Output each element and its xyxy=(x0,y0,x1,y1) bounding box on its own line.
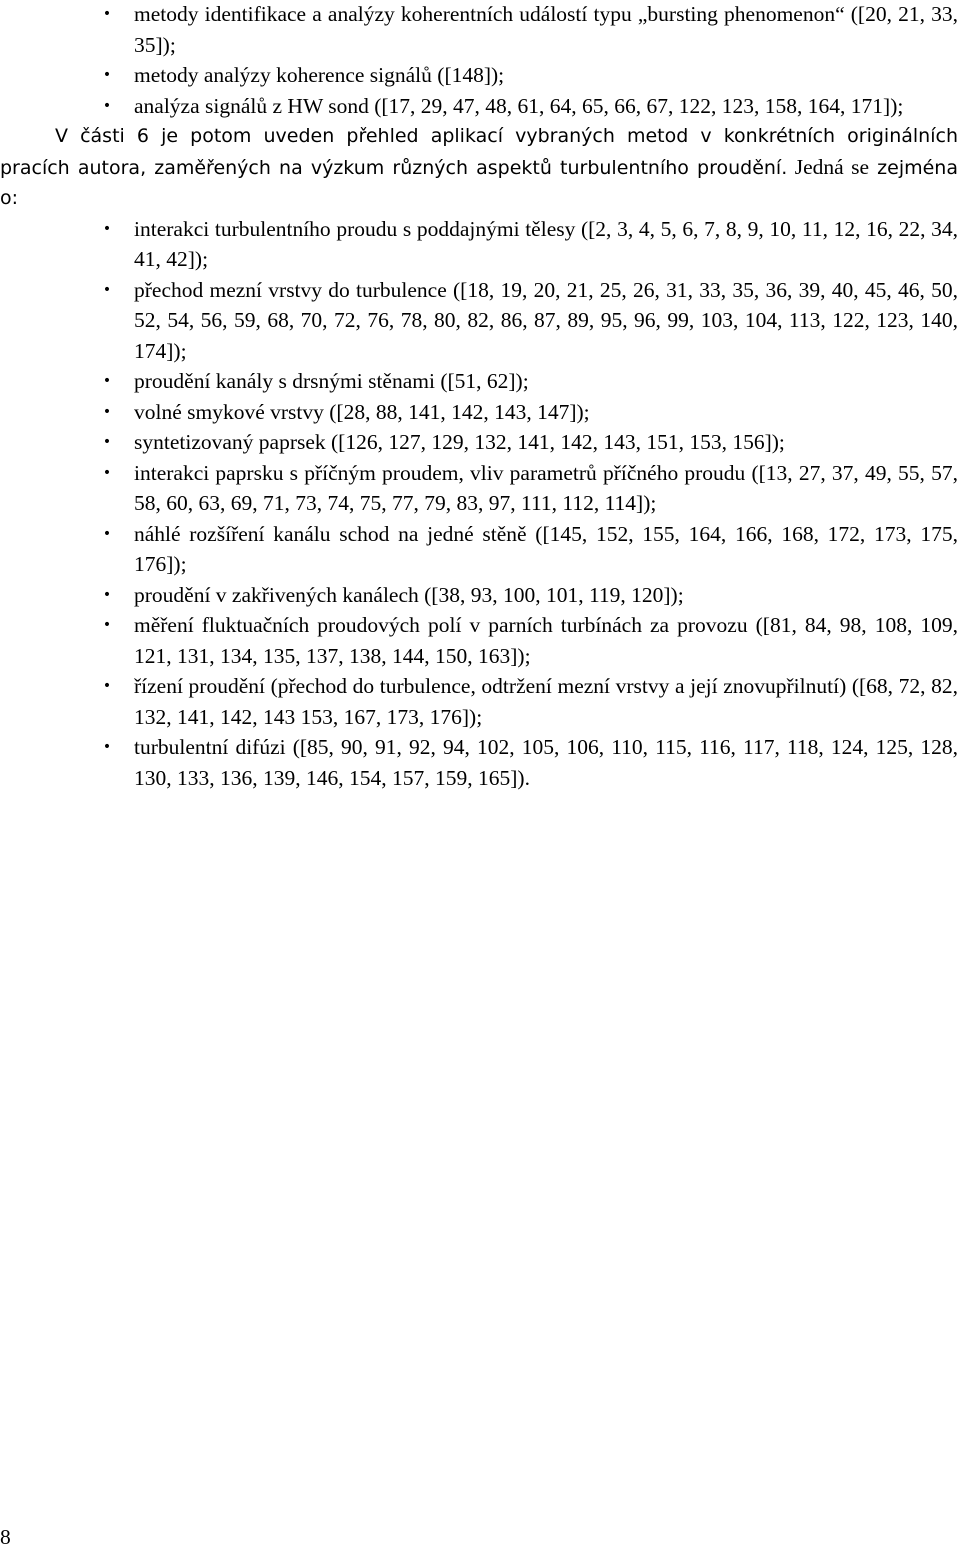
list-item xyxy=(0,610,960,671)
list-item-text: řízení proudění (přechod do turbulence, odtržení mezní vrstvy a její znovupřilnutí) ([68, 72, 82, 132, 141, 142, 143 153, 167, 173, 176]); xyxy=(134,674,958,729)
list-item xyxy=(0,0,960,60)
bullet-icon: • xyxy=(102,6,112,22)
bullet-icon: • xyxy=(102,525,112,542)
bullet-icon: • xyxy=(102,281,112,298)
paragraph-text-end: zejména o: xyxy=(0,156,958,209)
paragraph-text: V části 6 je potom uveden přehled aplikací vybraných metod v konkrétních originálních pracích autora, zaměřených na výzkum různých aspektů turbulentního proudění. xyxy=(0,125,958,179)
list-item-text: syntetizovaný paprsek ([126, 127, 129, 132, 141, 142, 143, 151, 153, 156]); xyxy=(134,430,785,454)
list-item xyxy=(0,458,960,519)
bullet-icon: • xyxy=(102,373,112,389)
overview-paragraph xyxy=(0,121,960,214)
bullet-icon: • xyxy=(102,97,112,114)
bullet-icon: • xyxy=(102,220,112,237)
list-item-text: proudění kanály s drsnými stěnami ([51, 62]); xyxy=(134,369,529,393)
list-item-text: proudění v zakřivených kanálech ([38, 93, 100, 101, 119, 120]); xyxy=(134,582,684,607)
list-item xyxy=(0,671,960,732)
bullet-icon: • xyxy=(102,678,112,694)
list-item xyxy=(0,366,960,397)
list-item xyxy=(0,275,960,367)
list-item-text: interakci paprsku s příčným proudem, vliv parametrů příčného proudu ([13, 27, 37, 49, 55, 57, 58, 60, 63, 69, 71, 73, 74, 75, 77, 79, 83, 97, 111, 112, 114]); xyxy=(134,460,958,515)
list-item-text: metody analýzy koherence signálů ([148]); xyxy=(134,63,505,87)
list-item-text: volné smykové vrstvy ([28, 88, 141, 142, 143, 147]); xyxy=(134,399,590,424)
list-item-text: náhlé rozšíření kanálu schod na jedné stěně ([145, 152, 155, 164, 166, 168, 172, 173, 175, 176]); xyxy=(134,521,958,576)
bullet-icon: • xyxy=(102,464,112,481)
list-item-text: metody identifikace a analýzy koherentních událostí typu „bursting phenomenon“ ([20, 21, 33, 35]); xyxy=(134,2,958,57)
list-item xyxy=(0,60,960,91)
list-item xyxy=(0,214,960,275)
list-item xyxy=(0,580,960,611)
bullet-icon: • xyxy=(102,67,112,83)
bullet-icon: • xyxy=(102,403,112,420)
list-item xyxy=(0,519,960,580)
method-list xyxy=(0,0,960,121)
bullet-icon: • xyxy=(102,617,112,633)
list-item xyxy=(0,732,960,793)
bullet-icon: • xyxy=(102,739,112,755)
list-item-text: interakci turbulentního proudu s poddajnými tělesy ([2, 3, 4, 5, 6, 7, 8, 9, 10, 11, 12, 16, 22, 34, 41, 42]); xyxy=(134,216,958,271)
list-item-text: přechod mezní vrstvy do turbulence ([18, 19, 20, 21, 25, 26, 31, 33, 35, 36, 39, 40, 45, 46, 50, 52, 54, 56, 59, 68, 70, 72, 76, 78, 80, 82, 86, 87, 89, 95, 96, 99, 103, 104, 113, 122, 123, 140, 174]); xyxy=(134,277,958,363)
list-item xyxy=(0,91,960,122)
topics-list xyxy=(0,214,960,794)
list-item-text: měření fluktuačních proudových polí v parních turbínách za provozu ([81, 84, 98, 108, 109, 121, 131, 134, 135, 137, 138, 144, 150, 163]); xyxy=(134,613,958,668)
paragraph-text-serif: Jedná se xyxy=(787,154,870,179)
list-item-text: analýza signálů z HW sond ([17, 29, 47, 48, 61, 64, 65, 66, 67, 122, 123, 158, 164, 171]); xyxy=(134,93,904,118)
bullet-icon: • xyxy=(102,586,112,603)
page-number: 8 xyxy=(0,1525,11,1549)
list-item xyxy=(0,427,960,458)
bullet-icon: • xyxy=(102,434,112,450)
list-item xyxy=(0,397,960,428)
list-item-text: turbulentní difúzi ([85, 90, 91, 92, 94, 102, 105, 106, 110, 115, 116, 117, 118, 124, 125, 128, 130, 133, 136, 139, 146, 154, 157, 159, 165]). xyxy=(134,735,958,790)
